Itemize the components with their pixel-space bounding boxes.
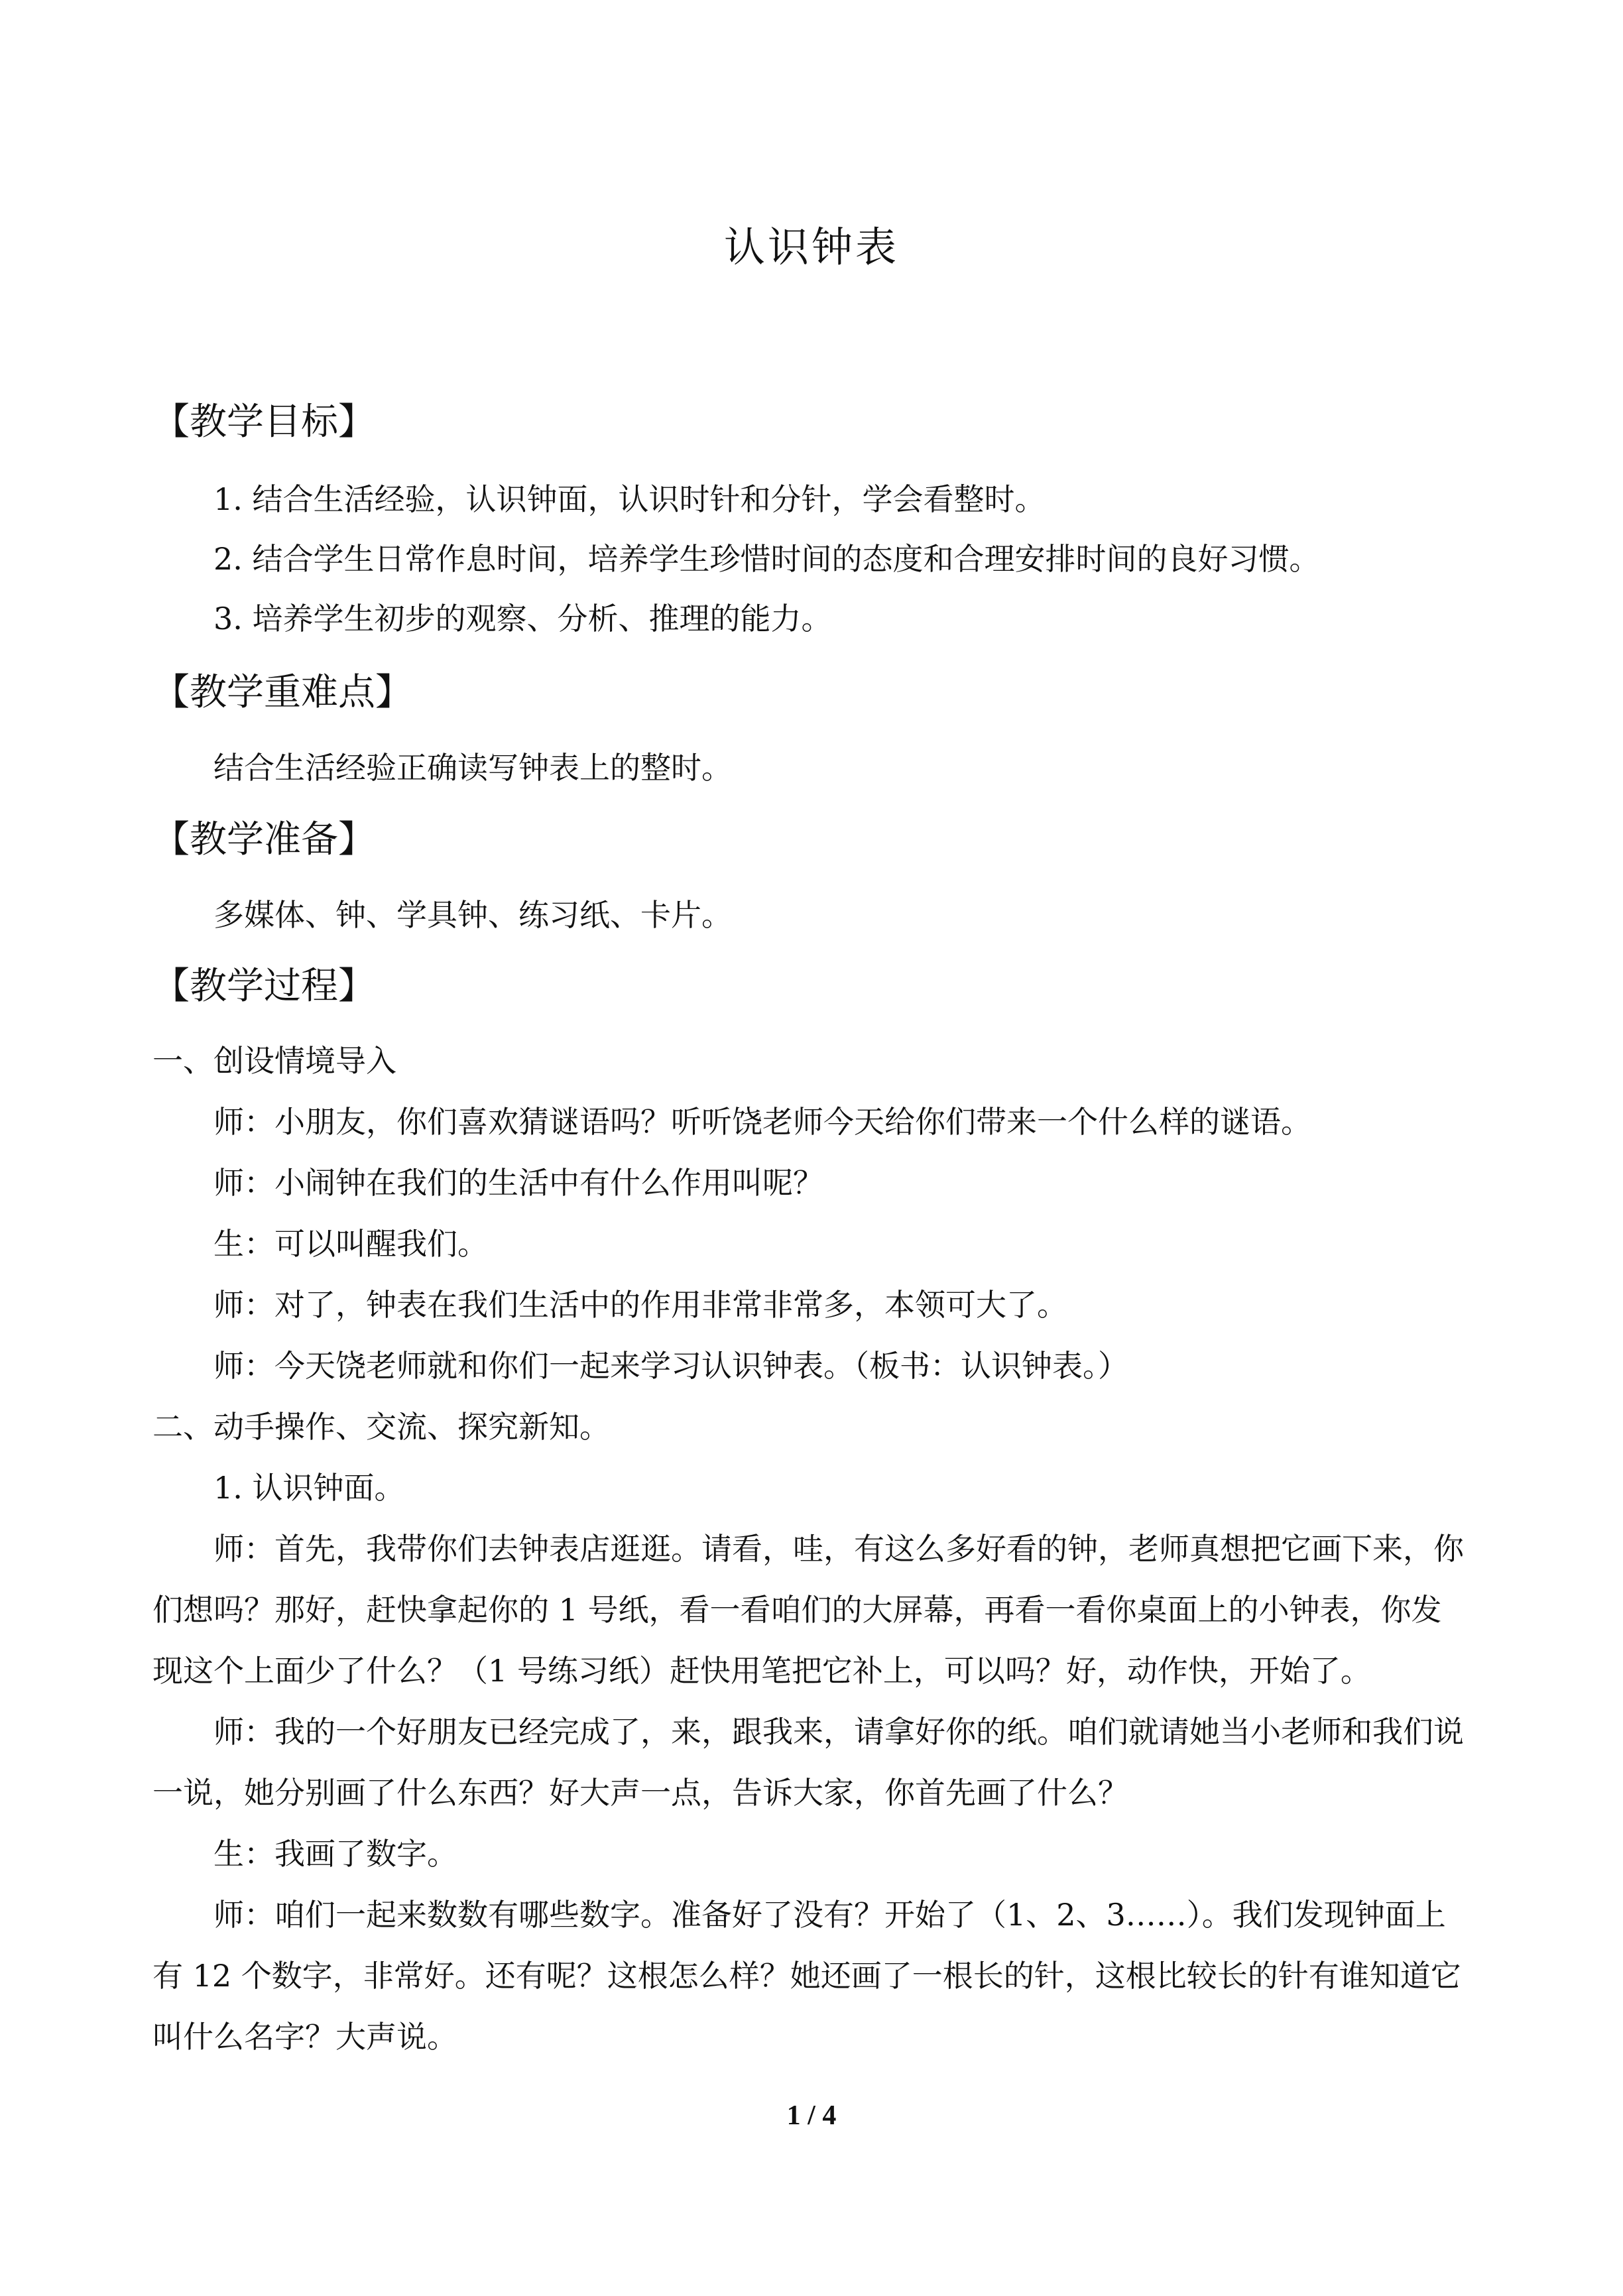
dialogue-line: 师：今天饶老师就和你们一起来学习认识钟表。（板书：认识钟表。） xyxy=(213,1348,1128,1384)
paragraph-clock-shop: 师：首先，我带你们去钟表店逛逛。请看，哇，有这么多好看的钟，老师真想把它画下来，你们想吗？那好，赶快拿起你的 1 号纸，看一看咱们的大屏幕，再看一看你桌面上的小钟表，你发现这个上面少了什么？（1 号练习纸）赶快用笔把它补上，可以吗？好，动作快，开始了。 xyxy=(152,1531,1464,1689)
dialogue-line: 师：小朋友，你们喜欢猜谜语吗？听听饶老师今天给你们带来一个什么样的谜语。 xyxy=(213,1104,1311,1140)
process-part2-title: 二、动手操作、交流、探究新知。 xyxy=(152,1409,610,1445)
heading-process: 【教学过程】 xyxy=(152,965,375,1008)
page-title: 认识钟表 xyxy=(723,223,899,271)
dialogue-line: 师：小闹钟在我们的生活中有什么作用叫呢？ xyxy=(213,1165,823,1201)
paragraph-numbers: 师：咱们一起来数数有哪些数字。准备好了没有？开始了（1、2、3……）。我们发现钟面上有 12 个数字，非常好。还有呢？这根怎么样？她还画了一根长的针，这根比较长的针有谁知道它叫什么名字？大声说。 xyxy=(152,1897,1461,2055)
process-part2-subtitle: 1. 认识钟面。 xyxy=(213,1470,405,1506)
paragraph-friend: 师：我的一个好朋友已经完成了，来，跟我来，请拿好你的纸。咱们就请她当小老师和我们说一说，她分别画了什么东西？好大声一点，告诉大家，你首先画了什么？ xyxy=(152,1714,1464,1811)
page-number: 1 / 4 xyxy=(786,2100,837,2131)
heading-objectives: 【教学目标】 xyxy=(152,400,375,444)
dialogue-line-student: 生：我画了数字。 xyxy=(213,1836,457,1872)
key-points-text: 结合生活经验正确读写钟表上的整时。 xyxy=(213,750,732,786)
heading-key-points: 【教学重难点】 xyxy=(152,671,412,714)
process-part1-title: 一、创设情境导入 xyxy=(152,1043,396,1079)
objective-item-3: 3. 培养学生初步的观察、分析、推理的能力。 xyxy=(213,601,832,636)
objective-item-2: 2. 结合学生日常作息时间，培养学生珍惜时间的态度和合理安排时间的良好习惯。 xyxy=(213,541,1320,577)
dialogue-line: 生：可以叫醒我们。 xyxy=(213,1226,488,1262)
preparation-text: 多媒体、钟、学具钟、练习纸、卡片。 xyxy=(213,897,732,933)
objective-item-1: 1. 结合生活经验，认识钟面，认识时针和分针，学会看整时。 xyxy=(213,481,1046,517)
heading-preparation: 【教学准备】 xyxy=(152,818,375,861)
dialogue-line: 师：对了，钟表在我们生活中的作用非常非常多，本领可大了。 xyxy=(213,1287,1067,1323)
